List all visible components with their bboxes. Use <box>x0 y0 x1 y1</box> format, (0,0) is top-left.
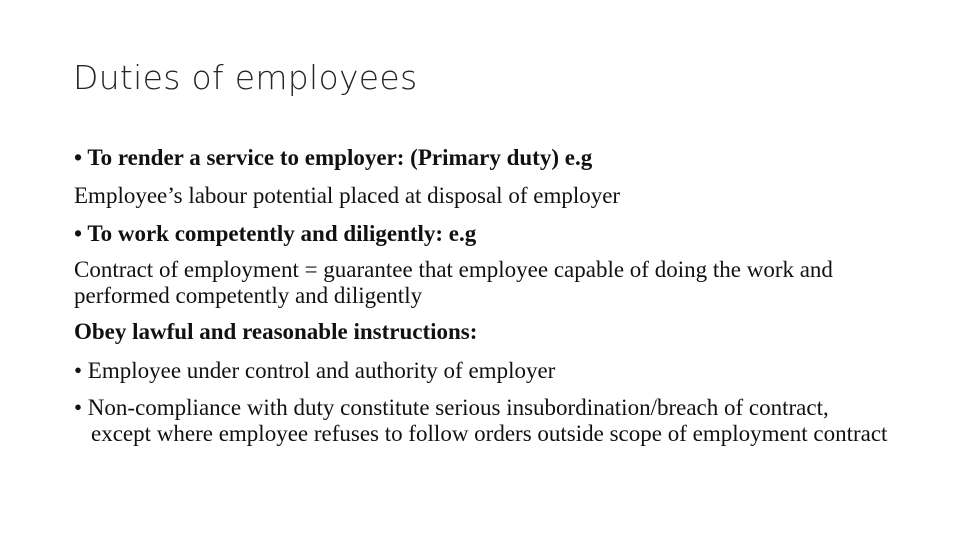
bullet-work-competently: • To work competently and diligently: e.g <box>74 221 477 246</box>
slide-title: Duties of employees <box>73 58 418 97</box>
bullet-non-compliance: • Non-compliance with duty constitute serious insubordination/breach of contract, except where employee refuses to follow orders outside scope of employment contract <box>74 395 888 446</box>
bullet-control-authority: • Employee under control and authority of employer <box>74 358 556 383</box>
text-labour-potential: Employee’s labour potential placed at disposal of employer <box>74 183 621 208</box>
text-contract-guarantee: Contract of employment = guarantee that employee capable of doing the work and performed competently and diligently <box>74 257 833 308</box>
heading-obey-instructions: Obey lawful and reasonable instructions: <box>74 319 478 344</box>
bullet-primary-duty: • To render a service to employer: (Primary duty) e.g <box>74 145 593 170</box>
